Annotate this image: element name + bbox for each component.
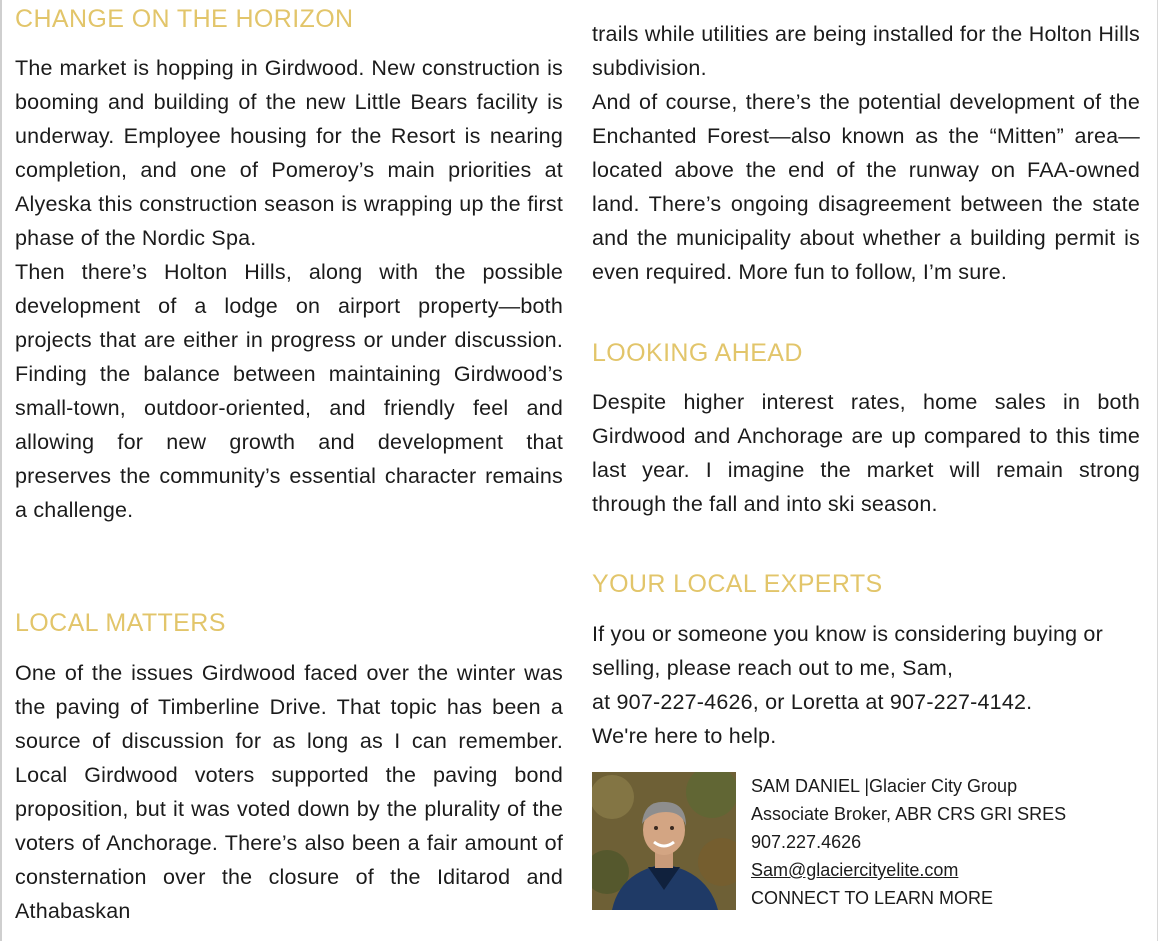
paragraph: One of the issues Girdwood faced over the winter was the paving of Timberline Drive. That topic has been a source of discussion for as long as I can remember. Local Girdwood voters supported the paving bond proposition, but it was voted down by the plurality of the voters of Anchorage. There’s also been a fair amount of consternation over the closure of the Iditarod and Athabaskan (15, 661, 563, 923)
connect-cta: CONNECT TO LEARN MORE (751, 888, 994, 908)
paragraph: And of course, there’s the potential development of the Enchanted Forest—also known as the “Mitten” area—located above the end of the runway on FAA-owned land. There’s ongoing disagreement between the state and the municipality about whether a building permit is even required. More fun to follow, I’m sure. (592, 90, 1140, 284)
agent-contact-card (592, 772, 1140, 912)
paragraph: trails while utilities are being installed for the Holton Hills subdivision. (592, 22, 1140, 80)
section-local-experts-body (592, 617, 1140, 753)
paragraph: Despite higher interest rates, home sales in both Girdwood and Anchorage are up compared to this time last year. I imagine the market will remain strong through the fall and into ski season. (592, 390, 1140, 516)
paragraph: We're here to help. (592, 724, 777, 748)
agent-phone[interactable]: 907.227.4626 (751, 832, 862, 852)
agent-email-link[interactable]: Sam@glaciercityelite.com (751, 860, 959, 880)
agent-name: SAM DANIEL |Glacier City Group (751, 776, 1018, 796)
section-local-matters-body (15, 656, 563, 928)
paragraph: If you or someone you know is considering buying or selling, please reach out to me, Sam, (592, 622, 1103, 680)
heading-your-local-experts: YOUR LOCAL EXPERTS (592, 570, 883, 598)
heading-looking-ahead: LOOKING AHEAD (592, 339, 803, 367)
paragraph: at 907-227-4626, or Loretta at 907-227-4142. (592, 690, 1033, 714)
section-continued-body (592, 17, 1140, 289)
paragraph: The market is hopping in Girdwood. New construction is booming and building of the new Little Bears facility is underway. Employee housing for the Resort is nearing completion, and one of Pomeroy’s main priorities at Alyeska this construction season is wrapping up the first phase of the Nordic Spa. (15, 56, 563, 250)
agent-title: Associate Broker, ABR CRS GRI SRES (751, 804, 1067, 824)
heading-change-on-the-horizon: CHANGE ON THE HORIZON (15, 5, 354, 33)
section-change-body (15, 51, 563, 527)
agent-photo (592, 772, 736, 910)
agent-portrait-illustration (592, 772, 736, 910)
paragraph: Then there’s Holton Hills, along with the possible development of a lodge on airport property—both projects that are either in progress or under discussion. Finding the balance between maintaining Girdwood’s small-town, outdoor-oriented, and friendly feel and allowing for new growth and development that preserves the community’s essential character remains a challenge. (15, 260, 563, 522)
section-looking-ahead-body (592, 385, 1140, 521)
heading-local-matters: LOCAL MATTERS (15, 609, 226, 637)
agent-info (751, 772, 1066, 912)
